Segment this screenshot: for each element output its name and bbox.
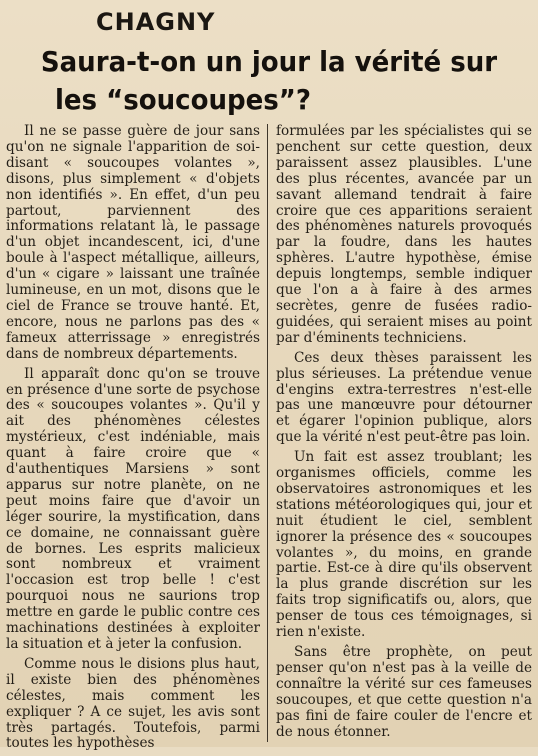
paragraph: Sans être prophète, on peut penser qu'on n'est pas à la veille de connaître la vérité sur ces fameuses soucoupes, et que cette question n'a pas fini de faire couler de l'encre et de nous étonner.	[276, 644, 532, 740]
headline-line-1: Saura-t-on un jour la vérité sur	[40, 45, 498, 78]
paragraph: Comme nous le disions plus haut, il existe bien des phénomènes célestes, mais comment les expliquer ? A ce sujet, les avis sont très partagés. Toutefois, parmi toutes les hypothèses	[6, 655, 260, 752]
paragraph: Un fait est assez troublant; les organismes officiels, comme les observatoires astronomiques et les stations météorologiques qui, jour et nuit étudient le ciel, semblent ignorer la présence des « soucoupes volantes », du moins, en grande partie. Est-ce à dire qu'ils observent la plus grande discrétion sur les faits trop significatifs ou, alors, que penser de tous ces témoignages, si rien n'existe.	[276, 449, 532, 641]
column-divider	[267, 124, 268, 742]
article-kicker: CHAGNY	[96, 8, 216, 36]
paragraph: Ces deux thèses paraissent les plus sérieuses. La prétendue venue d'engins extra-terrestres n'est-elle pas une manœuvre pour détourner et égarer l'opinion publique, alors que la vérité n'est peut-être pas loin.	[276, 349, 532, 446]
paragraph: Il ne se passe guère de jour sans qu'on ne signale l'apparition de soi-disant « soucoupes volantes », disons, plus simplement « d'objets non identifiés ». En effet, d'un peu partout, parviennent des informations relatant là, le passage d'un objet incandescent, ici, d'une boule à l'aspect métallique, ailleurs, d'un « cigare » laissant une traînée lumineuse, en un mot, disons que le ciel de France se trouve hanté. Et, encore, nous ne parlons pas des « fameux atterrissage » enregistrés dans de nombreux départements.	[6, 123, 260, 362]
left-column	[6, 124, 260, 756]
paragraph: formulées par les spécialistes qui se penchent sur cette question, deux paraissent assez plausibles. L'une des plus récentes, avancée par un savant allemand tendrait à faire croire que ces apparitions seraient des phénomènes naturels provoqués par la foudre, dans les hautes sphères. L'autre hypothèse, émise depuis longtemps, semble indiquer que l'on a à faire à des armes secrètes, genre de fusées radio-guidées, qui seraient mises au point par d'éminents techniciens.	[276, 123, 532, 346]
right-column	[276, 124, 532, 744]
paragraph: Il apparaît donc qu'on se trouve en présence d'une sorte de psychose des « soucoupes volantes ». Qu'il y ait des phénomènes célestes mystérieux, c'est indéniable, mais quant à faire croire que « d'authentiques Marsiens » sont apparus sur notre planète, on ne peut moins faire que d'avoir un léger sourire, la mystification, dans ce domaine, ne connaissant guère de bornes. Les esprits malicieux sont nombreux et vraiment l'occasion est trop belle ! c'est pourquoi nous ne saurions trop mettre en garde le public contre ces machinations destinées à exploiter la situation et à jeter la confusion.	[6, 365, 260, 652]
headline-line-2: les “soucoupes”?	[54, 83, 312, 116]
